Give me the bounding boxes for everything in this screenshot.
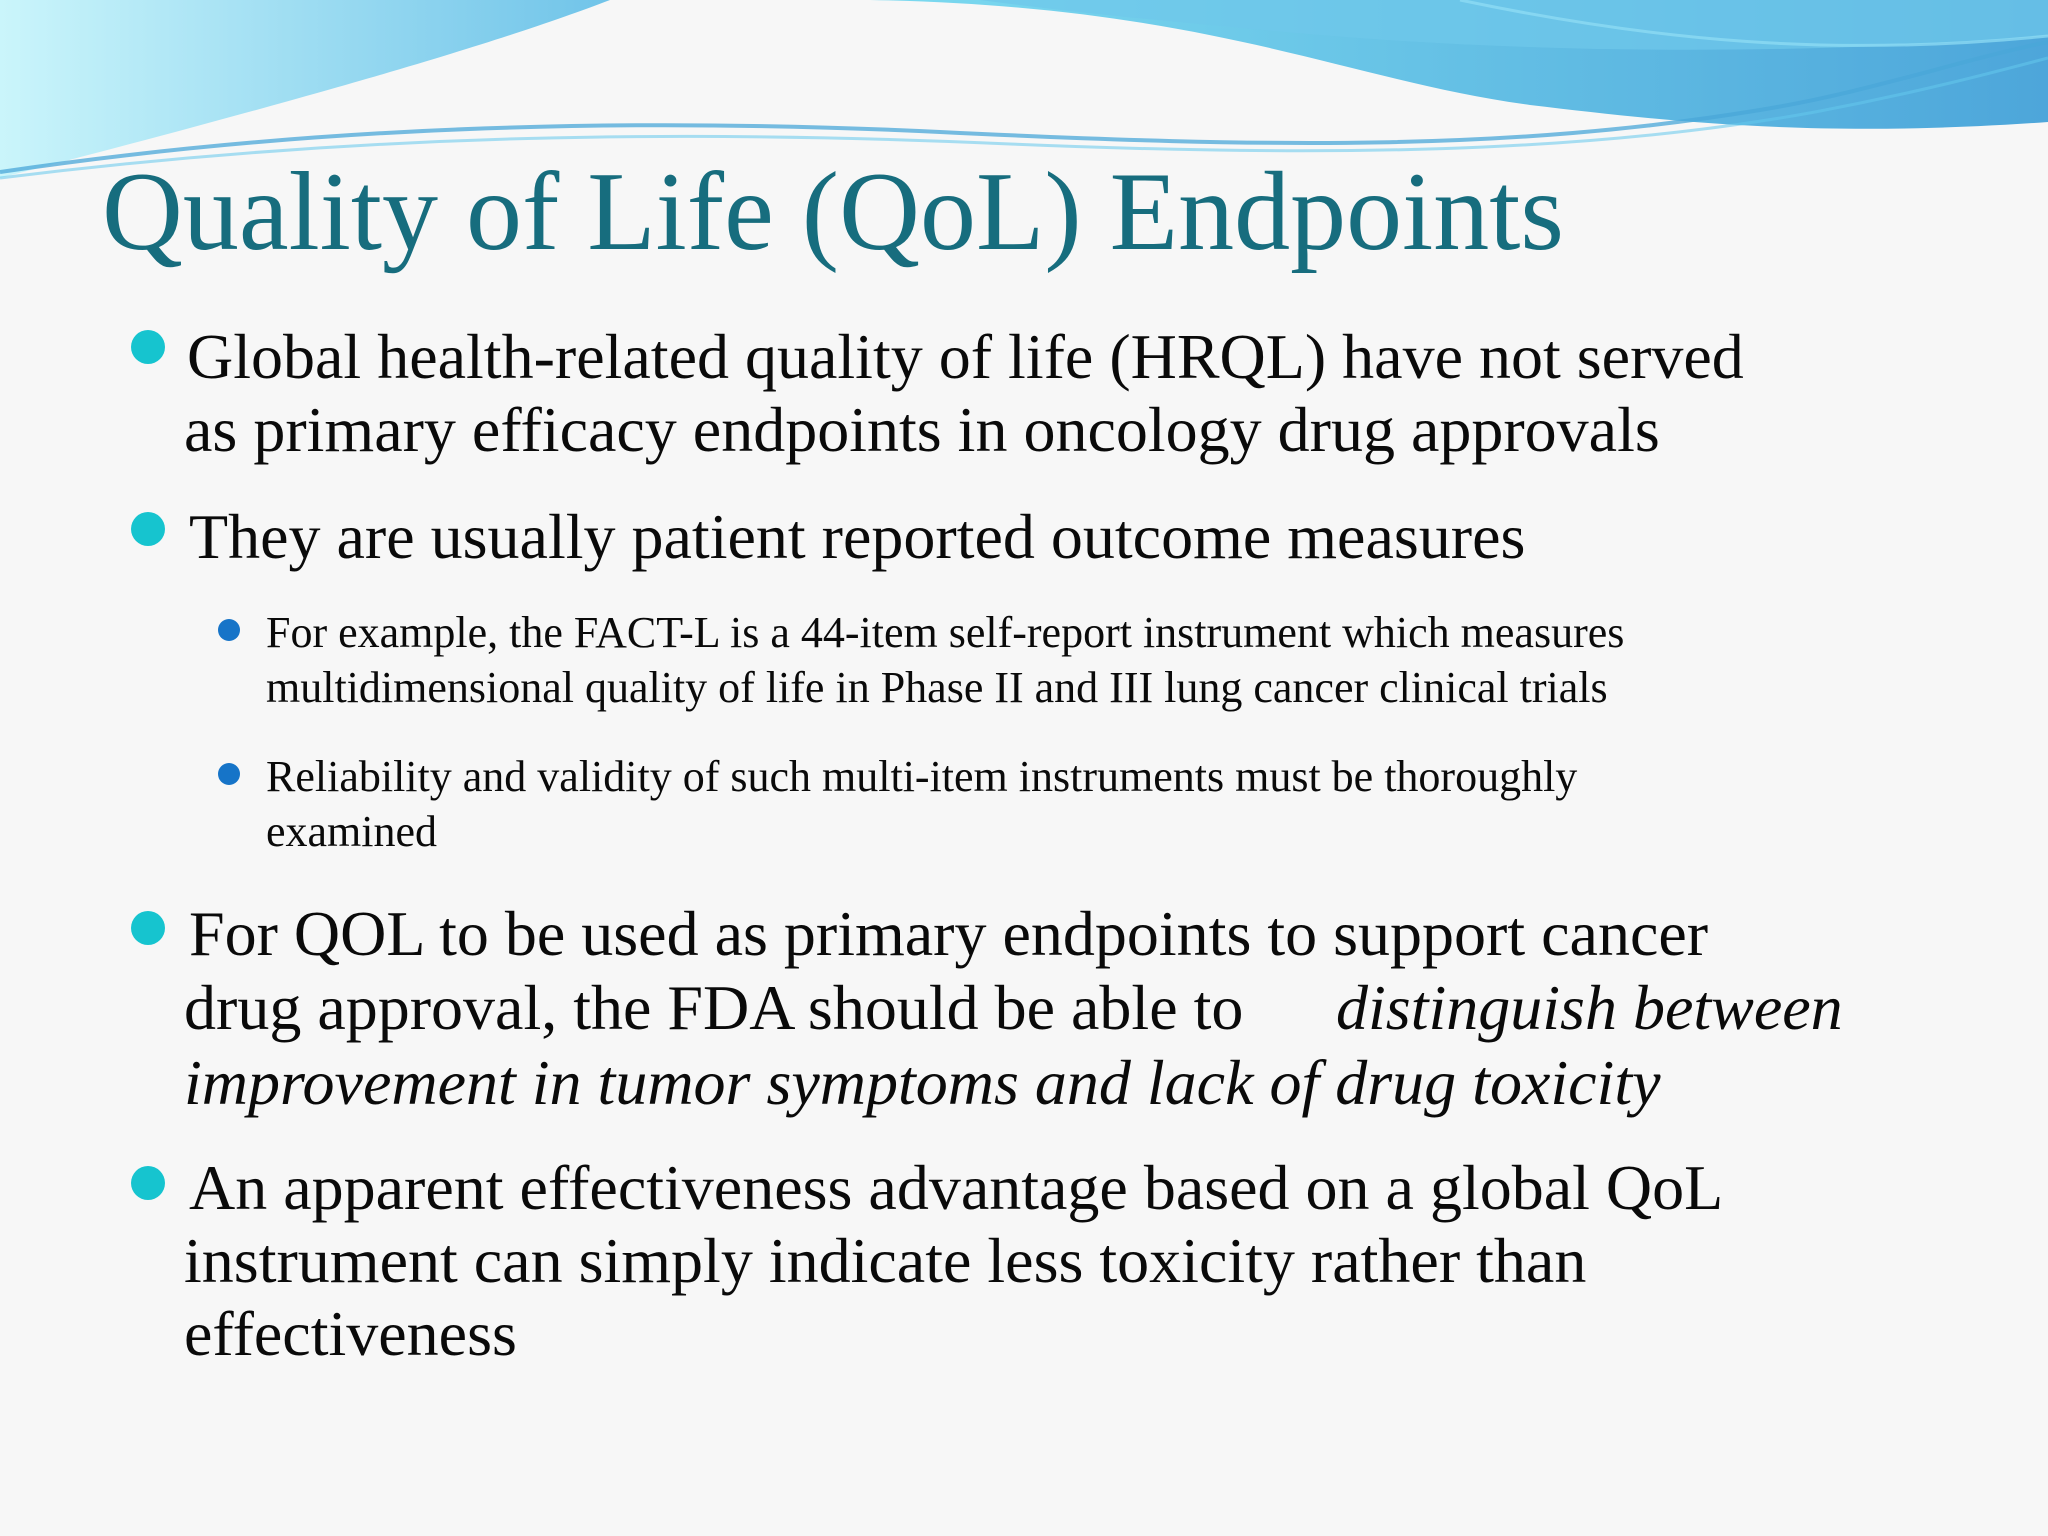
sub-bullet-text-line: multidimensional quality of life in Phase II and III lung cancer clinical trials: [266, 663, 1608, 712]
bullet-text-line: An apparent effectiveness advantage based on a global QoL: [189, 1152, 1724, 1223]
italic-emphasis-text: distinguish between: [1336, 972, 1843, 1043]
bullet-marker-icon: [131, 911, 165, 945]
bullet-text-line: effectiveness: [184, 1298, 517, 1369]
bullet-text-line: Global health-related quality of life (HRQL) have not served: [187, 321, 1744, 392]
sub-bullet-text-line: examined: [266, 807, 438, 856]
slide-title: Quality of Life (QoL) Endpoints: [102, 150, 1564, 274]
italic-emphasis-text: improvement in tumor symptoms and lack of drug toxicity: [184, 1047, 1661, 1118]
bullet-marker-icon: [131, 1166, 165, 1200]
bullet-marker-icon: [131, 512, 165, 546]
sub-bullet-text-line: Reliability and validity of such multi-item instruments must be thoroughly: [266, 752, 1578, 801]
bullet-text-line: For QOL to be used as primary endpoints to support cancer: [189, 898, 1709, 969]
bullet-text-line: instrument can simply indicate less toxicity rather than: [184, 1225, 1587, 1296]
sub-bullet-text-line: For example, the FACT-L is a 44-item self-report instrument which measures: [266, 608, 1625, 657]
bullet-marker-icon: [131, 330, 165, 364]
bullet-text-line: drug approval, the FDA should be able to: [184, 972, 1244, 1043]
bullet-text-line: They are usually patient reported outcome measures: [189, 501, 1526, 572]
sub-bullet-marker-icon: [218, 763, 240, 785]
sub-bullet-marker-icon: [218, 619, 240, 641]
bullet-text-line: as primary efficacy endpoints in oncology drug approvals: [184, 394, 1660, 465]
